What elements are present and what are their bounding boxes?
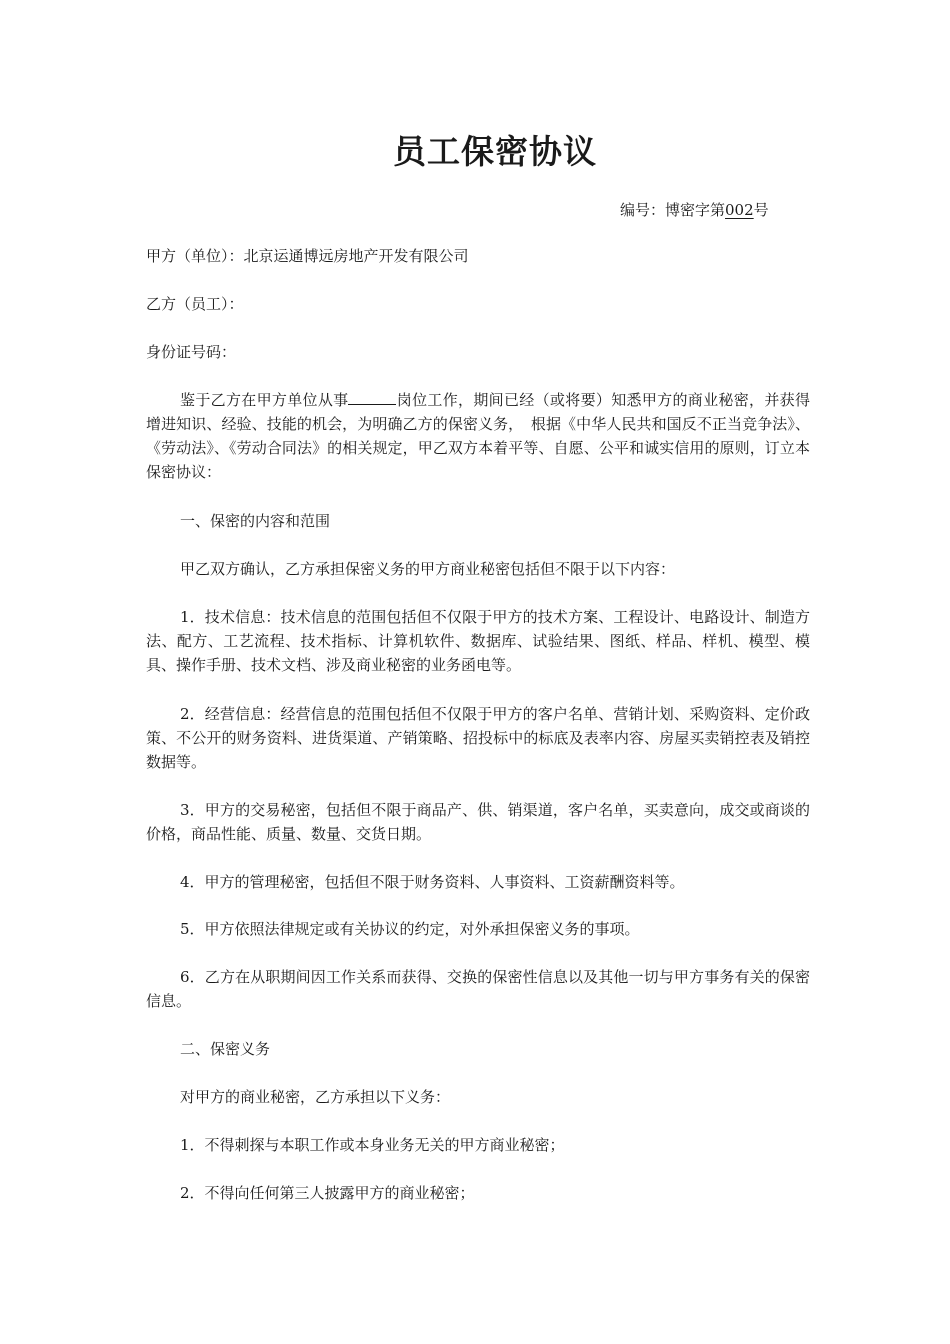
section1-item-2: 2．经营信息：经营信息的范围包括但不仅限于甲方的客户名单、营销计划、采购资料、定价政策、不公开的财务资料、进货渠道、产销策略、招投标中的标底及表率内容、房屋买卖销控表及销控数据等。 — [146, 705, 810, 771]
preamble-paragraph — [146, 388, 810, 484]
document-number-value: 002 — [725, 201, 754, 219]
section1-intro: 甲乙双方确认，乙方承担保密义务的甲方商业秘密包括但不限于以下内容： — [180, 560, 676, 578]
position-blank — [348, 389, 396, 405]
party-a-line: 甲方（单位）：北京运通博远房地产开发有限公司 — [146, 247, 469, 265]
section1-item-4: 4．甲方的管理秘密，包括但不限于财务资料、人事资料、工资薪酬资料等。 — [180, 873, 685, 891]
section2-item-1: 1．不得刺探与本职工作或本身业务无关的甲方商业秘密； — [180, 1136, 565, 1154]
id-number-line: 身份证号码： — [146, 343, 237, 361]
party-b-line: 乙方（员工）： — [146, 295, 244, 313]
section1-item-6: 6．乙方在从职期间因工作关系而获得、交换的保密性信息以及其他一切与甲方事务有关的保密信息。 — [146, 968, 810, 1010]
section1-item-3: 3．甲方的交易秘密，包括但不限于商品产、供、销渠道，客户名单，买卖意向，成交或商谈的价格，商品性能、质量、数量、交货日期。 — [146, 801, 810, 843]
document-number-suffix: 号 — [753, 201, 769, 219]
preamble-before-blank: 鉴于乙方在甲方单位从事 — [180, 391, 349, 409]
section2-intro: 对甲方的商业秘密，乙方承担以下义务： — [180, 1088, 451, 1106]
section1-item-5: 5．甲方依照法律规定或有关协议的约定，对外承担保密义务的事项。 — [180, 920, 640, 938]
section2-item-2: 2．不得向任何第三人披露甲方的商业秘密； — [180, 1184, 475, 1202]
preamble-after-blank: 岗位工作，期间已经（或将要）知悉甲方的商业秘密，并获得增进知识、经验、技能的机会，为明确乙方的保密义务， 根据《中华人民共和国反不正当竞争法》、《劳动法》、《劳动合同法》的相关规定，甲乙双方本着平等、自愿、公平和诚实信用的原则，订立本保密协议： — [146, 391, 810, 481]
section1-item-1: 1．技术信息：技术信息的范围包括但不仅限于甲方的技术方案、工程设计、电路设计、制造方法、配方、工艺流程、技术指标、计算机软件、数据库、试验结果、图纸、样品、样机、模型、模具、操作手册、技术文档、涉及商业秘密的业务函电等。 — [146, 608, 810, 674]
section2-heading: 二、保密义务 — [180, 1040, 271, 1058]
document-title: 员工保密协议 — [393, 132, 597, 171]
section1-heading: 一、保密的内容和范围 — [180, 512, 331, 530]
document-number-label: 编号：博密字第 — [620, 201, 726, 219]
document-number — [620, 199, 769, 220]
